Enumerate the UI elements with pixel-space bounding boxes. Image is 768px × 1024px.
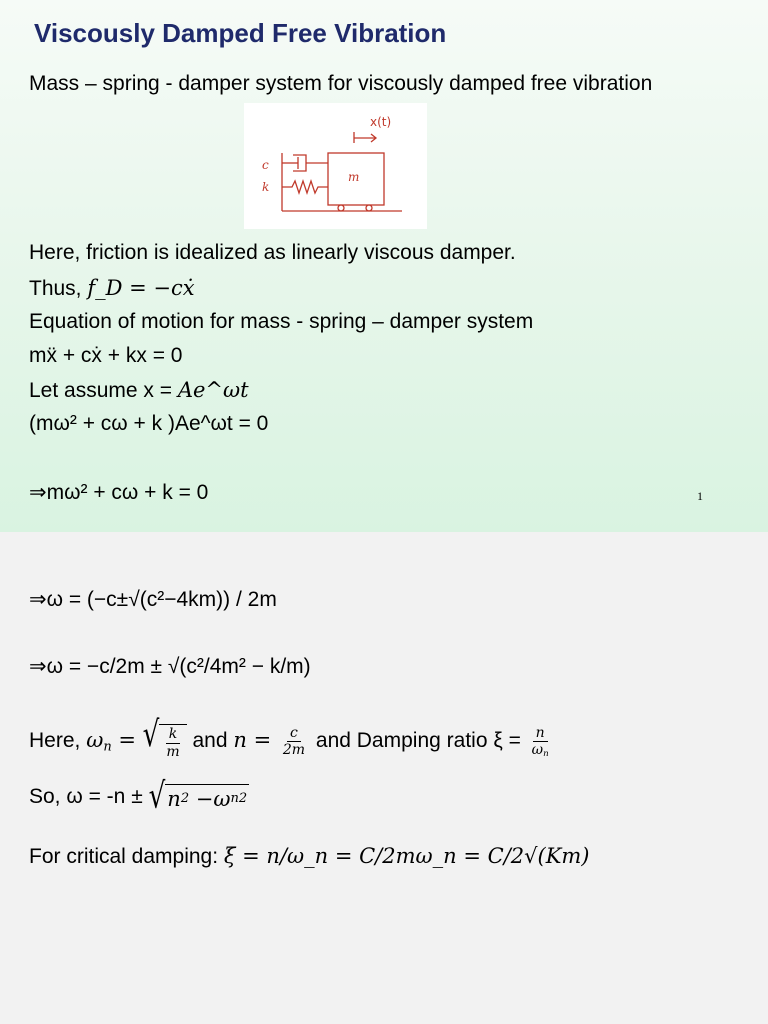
omega-solution-expr: √ n 2 −ω n 2 — [148, 776, 248, 818]
wheel-left — [338, 205, 344, 211]
substituted-equation: (mω² + cω + k )Ae^ωt = 0 — [29, 412, 269, 435]
spring-label: k — [262, 180, 270, 194]
characteristic-equation: ⇒mω² + cω + k = 0 — [29, 481, 209, 504]
natural-frequency-prefix: Here, — [29, 729, 87, 753]
n-expr: n = $\frac{c}{2m}$ — [233, 724, 306, 759]
displacement-label: x(t) — [370, 115, 392, 129]
omega-solution-prefix: So, ω = -n ± — [29, 785, 149, 808]
omega-solution-line — [29, 776, 249, 818]
root-equation-1: ⇒ω = (−c±√(c²−4km)) / 2m — [29, 588, 277, 611]
damping-force-equation: f_D = −cẋ — [87, 276, 195, 300]
diagram-svg — [244, 103, 427, 229]
natural-frequency-expr: $\omega_n$ = √ $\frac{k}{m}$ — [86, 728, 186, 752]
mass-label: m — [348, 170, 360, 184]
damping-ratio-label: and Damping ratio ξ = — [310, 729, 527, 753]
equation-of-motion: mẍ + cẋ + kx = 0 — [29, 344, 183, 367]
damping-force-prefix: Thus, — [29, 277, 88, 300]
assumed-solution: Ae^ωt — [177, 378, 249, 402]
critical-damping-expr: ξ = n/ω_n = C/2mω_n = C/2√(Km) — [223, 844, 590, 868]
damping-ratio-expr: $\frac{n}{\omega_n}$ — [531, 724, 549, 760]
root-equation-2: ⇒ω = −c/2m ± √(c²/4m² − k/m) — [29, 655, 311, 678]
slide-2 — [0, 532, 768, 1024]
spring-line — [282, 181, 328, 193]
friction-text: Here, friction is idealized as linearly viscous damper. — [29, 241, 516, 264]
wheel-right — [366, 205, 372, 211]
page-number: 1 — [697, 489, 703, 503]
equation-of-motion-heading: Equation of motion for mass - spring – damper system — [29, 310, 534, 333]
assumed-solution-line — [29, 378, 249, 403]
damping-force-line — [29, 276, 195, 301]
mass-spring-damper-diagram — [244, 103, 427, 229]
critical-damping-line — [29, 844, 590, 869]
slide-title: Viscously Damped Free Vibration — [34, 18, 447, 48]
and-label: and — [186, 729, 234, 753]
natural-frequency-line — [29, 715, 554, 760]
intro-text: Mass – spring - damper system for viscously damped free vibration — [29, 72, 653, 95]
assumed-solution-prefix: Let assume x = — [29, 379, 178, 402]
critical-damping-label: For critical damping: — [29, 845, 224, 868]
damper-label: c — [262, 158, 269, 172]
